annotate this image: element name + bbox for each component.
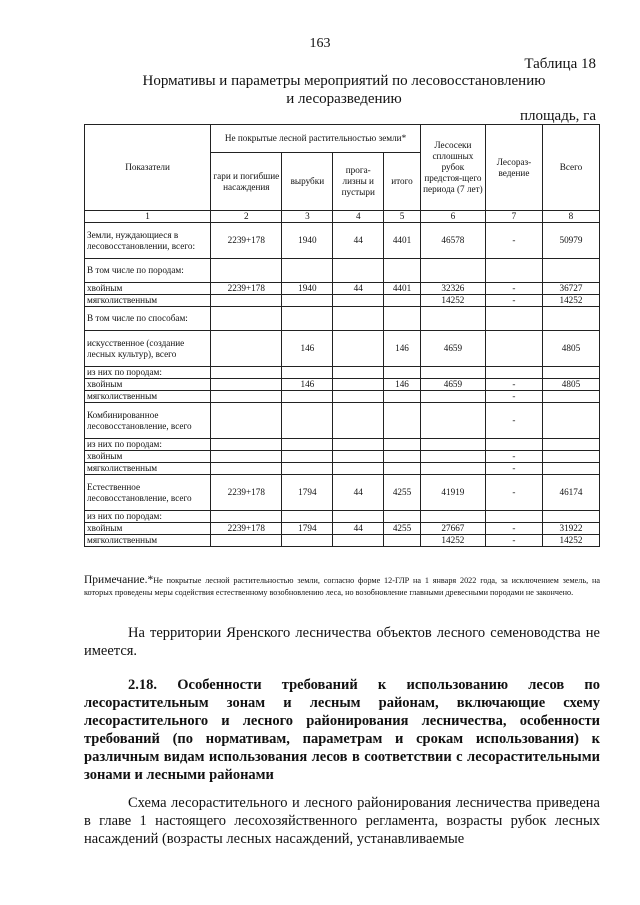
table-cell bbox=[333, 391, 384, 403]
table-cell: 2239+178 bbox=[211, 523, 282, 535]
table-cell bbox=[333, 367, 384, 379]
column-number: 2 bbox=[211, 211, 282, 223]
table-cell: - bbox=[485, 451, 542, 463]
table-cell bbox=[211, 259, 282, 283]
section-heading bbox=[84, 676, 600, 784]
row-label: искусственное (создание лесных культур), всего bbox=[85, 331, 211, 367]
header-burned: гари и погибшие насаждения bbox=[211, 153, 282, 211]
column-number: 6 bbox=[420, 211, 485, 223]
paragraph-text: На территории Яренского лесничества объектов лесного семеноводства не имеется. bbox=[84, 625, 600, 659]
table-cell bbox=[542, 451, 599, 463]
table-cell bbox=[282, 259, 333, 283]
table-cell bbox=[485, 307, 542, 331]
column-number: 8 bbox=[542, 211, 599, 223]
table-cell bbox=[384, 391, 421, 403]
table-row bbox=[85, 451, 600, 463]
table-cell: 146 bbox=[282, 379, 333, 391]
paragraph-text: Схема лесорастительного и лесного районирования лесничества приведена в главе 1 настоящего лесохозяйственного регламента, возрасты рубок лесных насаждений (возрасты лесных насаждений, устанавливаемые bbox=[84, 795, 600, 847]
column-number: 1 bbox=[85, 211, 211, 223]
row-label: В том числе по способам: bbox=[85, 307, 211, 331]
table-row bbox=[85, 523, 600, 535]
table-cell bbox=[542, 367, 599, 379]
header-uncovered-lands: Не покрытые лесной растительностью земли* bbox=[211, 125, 421, 153]
table-cell: - bbox=[485, 523, 542, 535]
table-title-line: и лесоразведению bbox=[286, 91, 402, 107]
table-cell bbox=[420, 463, 485, 475]
table-cell: 4255 bbox=[384, 475, 421, 511]
table-cell bbox=[333, 511, 384, 523]
table-row bbox=[85, 403, 600, 439]
table-cell: 4255 bbox=[384, 523, 421, 535]
table-cell: 44 bbox=[333, 283, 384, 295]
table-cell bbox=[211, 367, 282, 379]
table-cell bbox=[333, 535, 384, 547]
table-row bbox=[85, 295, 600, 307]
row-label: мягколиственным bbox=[85, 391, 211, 403]
table-cell: 4401 bbox=[384, 283, 421, 295]
table-cell bbox=[211, 451, 282, 463]
row-label: из них по породам: bbox=[85, 439, 211, 451]
table-cell: - bbox=[485, 535, 542, 547]
table-cell bbox=[211, 463, 282, 475]
table-cell: 1940 bbox=[282, 223, 333, 259]
table-cell: - bbox=[485, 223, 542, 259]
table-cell bbox=[211, 439, 282, 451]
row-label: В том числе по породам: bbox=[85, 259, 211, 283]
table-cell bbox=[282, 511, 333, 523]
table-cell: 14252 bbox=[542, 535, 599, 547]
table-cell bbox=[542, 259, 599, 283]
table-cell: 4401 bbox=[384, 223, 421, 259]
table-row bbox=[85, 259, 600, 283]
table-cell bbox=[282, 451, 333, 463]
table-cell: 46578 bbox=[420, 223, 485, 259]
row-label: Естественное лесовосстановление, всего bbox=[85, 475, 211, 511]
table-cell bbox=[282, 535, 333, 547]
table-cell: 146 bbox=[384, 331, 421, 367]
paragraph-zoning bbox=[84, 794, 600, 848]
table-cell bbox=[211, 307, 282, 331]
table-cell bbox=[211, 379, 282, 391]
table-cell bbox=[420, 391, 485, 403]
table-label: Таблица 18 bbox=[524, 56, 596, 72]
row-label: мягколиственным bbox=[85, 295, 211, 307]
table-cell: 2239+178 bbox=[211, 223, 282, 259]
table-cell: 41919 bbox=[420, 475, 485, 511]
table-cell bbox=[485, 367, 542, 379]
paragraph-seed-objects bbox=[84, 624, 600, 660]
table-cell: 2239+178 bbox=[211, 283, 282, 295]
table-cell: 4659 bbox=[420, 331, 485, 367]
table-row bbox=[85, 475, 600, 511]
table-cell bbox=[420, 511, 485, 523]
table-row bbox=[85, 439, 600, 451]
table-cell bbox=[333, 307, 384, 331]
row-label: из них по породам: bbox=[85, 367, 211, 379]
table-cell: 2239+178 bbox=[211, 475, 282, 511]
row-label: хвойным bbox=[85, 523, 211, 535]
header-total-uncovered: итого bbox=[384, 153, 421, 211]
table-cell: 32326 bbox=[420, 283, 485, 295]
row-label: из них по породам: bbox=[85, 511, 211, 523]
table-cell bbox=[282, 403, 333, 439]
table-row bbox=[85, 307, 600, 331]
table-cell bbox=[282, 391, 333, 403]
table-title bbox=[84, 72, 604, 108]
table-cell bbox=[542, 307, 599, 331]
table-cell: - bbox=[485, 379, 542, 391]
table-cell bbox=[384, 511, 421, 523]
table-cell: - bbox=[485, 475, 542, 511]
table-cell bbox=[542, 463, 599, 475]
table-cell bbox=[333, 295, 384, 307]
section-heading-text: 2.18. Особенности требований к использованию лесов по лесорастительным зонам и лесным районам, включающие схему лесорастительного и лесного районирования лесничества, особенности требований (по нормативам, параметрам и срокам использования) к различным видам использования лесов в соответствии с лесорастительными зонами и лесными районами bbox=[84, 677, 600, 783]
table-cell: - bbox=[485, 283, 542, 295]
table-cell bbox=[420, 307, 485, 331]
table-cell bbox=[333, 331, 384, 367]
table-cell: 1794 bbox=[282, 475, 333, 511]
table-cell: 1794 bbox=[282, 523, 333, 535]
table-cell: 14252 bbox=[420, 535, 485, 547]
table-cell bbox=[420, 367, 485, 379]
table-row bbox=[85, 511, 600, 523]
column-number: 5 bbox=[384, 211, 421, 223]
table-cell bbox=[542, 391, 599, 403]
table-cell bbox=[333, 379, 384, 391]
table-cell: 14252 bbox=[420, 295, 485, 307]
table-cell bbox=[211, 535, 282, 547]
table-title-line: Нормативы и параметры мероприятий по лесовосстановлению bbox=[142, 73, 546, 89]
table-cell: - bbox=[485, 403, 542, 439]
table-cell bbox=[333, 439, 384, 451]
table-cell: 146 bbox=[282, 331, 333, 367]
table-row bbox=[85, 331, 600, 367]
header-glades: прога-лизны и пустыри bbox=[333, 153, 384, 211]
table-cell bbox=[211, 391, 282, 403]
table-cell bbox=[333, 451, 384, 463]
table-cell bbox=[485, 439, 542, 451]
table-cell bbox=[282, 367, 333, 379]
norms-table bbox=[84, 124, 600, 547]
table-cell bbox=[420, 259, 485, 283]
table-cell: 31922 bbox=[542, 523, 599, 535]
row-label: хвойным bbox=[85, 379, 211, 391]
table-cell bbox=[485, 259, 542, 283]
table-row bbox=[85, 283, 600, 295]
table-cell bbox=[333, 259, 384, 283]
table-cell bbox=[384, 439, 421, 451]
table-cell bbox=[384, 403, 421, 439]
table-cell: 44 bbox=[333, 223, 384, 259]
table-note bbox=[84, 574, 600, 599]
table-cell: 4805 bbox=[542, 379, 599, 391]
table-cell bbox=[420, 451, 485, 463]
table-cell: 50979 bbox=[542, 223, 599, 259]
table-cell bbox=[211, 295, 282, 307]
row-label: хвойным bbox=[85, 283, 211, 295]
table-cell bbox=[211, 331, 282, 367]
table-row bbox=[85, 379, 600, 391]
table-cell bbox=[384, 535, 421, 547]
column-number-row bbox=[85, 211, 600, 223]
table-cell: 4805 bbox=[542, 331, 599, 367]
table-cell bbox=[420, 439, 485, 451]
table-cell bbox=[384, 451, 421, 463]
table-cell bbox=[333, 463, 384, 475]
table-cell bbox=[384, 259, 421, 283]
table-cell: 1940 bbox=[282, 283, 333, 295]
table-cell bbox=[211, 511, 282, 523]
header-indicators: Показатели bbox=[85, 125, 211, 211]
column-number: 3 bbox=[282, 211, 333, 223]
row-label: хвойным bbox=[85, 451, 211, 463]
header-cuttings: Лесосеки сплошных рубок предстоя-щего периода (7 лет) bbox=[420, 125, 485, 211]
note-text: Не покрытые лесной растительностью земли, согласно форме 12-ГЛР на 1 января 2022 года, за исключением земель, на которых проведены меры содействия естественному возобновлению леса, но возобновление главными древесными породами не закончено. bbox=[84, 576, 600, 597]
table-cell bbox=[542, 403, 599, 439]
column-number: 7 bbox=[485, 211, 542, 223]
row-label: мягколиственным bbox=[85, 535, 211, 547]
table-cell: 44 bbox=[333, 523, 384, 535]
table-cell: - bbox=[485, 295, 542, 307]
row-label: мягколиственным bbox=[85, 463, 211, 475]
table-cell bbox=[282, 295, 333, 307]
table-cell bbox=[211, 403, 282, 439]
table-cell bbox=[542, 439, 599, 451]
table-cell bbox=[485, 331, 542, 367]
note-head: Примечание.* bbox=[84, 574, 154, 586]
table-cell: 146 bbox=[384, 379, 421, 391]
table-cell: 46174 bbox=[542, 475, 599, 511]
table-cell bbox=[333, 403, 384, 439]
table-row bbox=[85, 535, 600, 547]
table-cell bbox=[282, 463, 333, 475]
table-cell: - bbox=[485, 391, 542, 403]
page-number: 163 bbox=[309, 36, 331, 51]
table-row bbox=[85, 463, 600, 475]
header-afforestation: Лесораз-ведение bbox=[485, 125, 542, 211]
table-cell: 44 bbox=[333, 475, 384, 511]
header-grand-total: Всего bbox=[542, 125, 599, 211]
table-cell: 14252 bbox=[542, 295, 599, 307]
table-cell bbox=[282, 439, 333, 451]
table-cell: 4659 bbox=[420, 379, 485, 391]
table-cell: 36727 bbox=[542, 283, 599, 295]
table-cell bbox=[384, 463, 421, 475]
table-cell bbox=[485, 511, 542, 523]
table-cell bbox=[420, 403, 485, 439]
table-cell bbox=[542, 511, 599, 523]
row-label: Земли, нуждающиеся в лесовосстановлении, всего: bbox=[85, 223, 211, 259]
table-cell bbox=[282, 307, 333, 331]
column-number: 4 bbox=[333, 211, 384, 223]
table-row bbox=[85, 223, 600, 259]
row-label: Комбинированное лесовосстановление, всего bbox=[85, 403, 211, 439]
table-row bbox=[85, 391, 600, 403]
table-cell bbox=[384, 367, 421, 379]
table-row bbox=[85, 367, 600, 379]
table-cell bbox=[384, 295, 421, 307]
table-cell bbox=[384, 307, 421, 331]
header-clearings: вырубки bbox=[282, 153, 333, 211]
units-label: площадь, га bbox=[519, 108, 596, 124]
table-cell: 27667 bbox=[420, 523, 485, 535]
table-cell: - bbox=[485, 463, 542, 475]
